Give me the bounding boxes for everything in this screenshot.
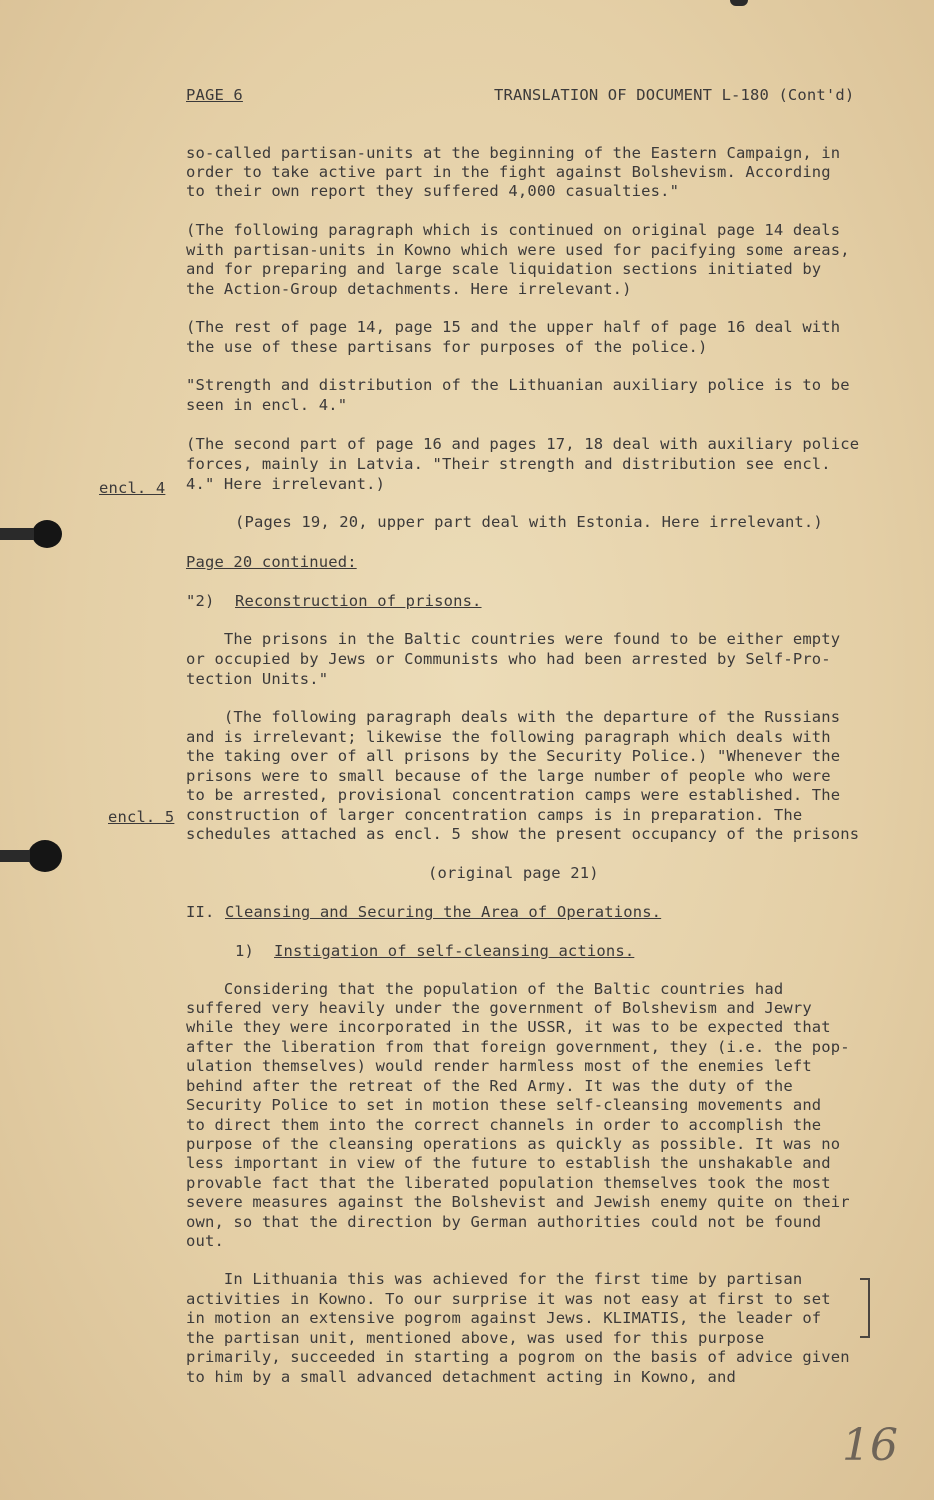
text-line: the use of these partisans for purposes of the police.) xyxy=(186,338,708,356)
text-line: ulation themselves) would render harmless most of the enemies left xyxy=(186,1057,812,1075)
text-line: Considering that the population of the Baltic countries had xyxy=(186,980,784,998)
document-title: TRANSLATION OF DOCUMENT L-180 (Cont'd) xyxy=(494,86,855,104)
section-continued: Page 20 continued: xyxy=(186,553,357,571)
text-line: The prisons in the Baltic countries were found to be either empty xyxy=(186,630,841,648)
text-line: and is irrelevant; likewise the following paragraph which deals with xyxy=(186,728,831,746)
text-line: schedules attached as encl. 5 show the present occupancy of the prisons xyxy=(186,825,860,843)
text-line: and for preparing and large scale liquidation sections initiated by xyxy=(186,260,822,278)
margin-bracket xyxy=(860,1278,870,1338)
text-line: suffered very heavily under the government of Bolshevism and Jewry xyxy=(186,999,812,1017)
text-line: own, so that the direction by German authorities could not be found xyxy=(186,1213,822,1231)
chapter-number: II. xyxy=(186,903,215,921)
text-line: activities in Kowno. To our surprise it was not easy at first to set xyxy=(186,1290,831,1308)
punch-hole-edge-bottom xyxy=(0,850,30,862)
text-line: "Strength and distribution of the Lithuanian auxiliary police is to be xyxy=(186,376,850,394)
paragraph-6: (Pages 19, 20, upper part deal with Estonia. Here irrelevant.) xyxy=(235,513,823,531)
text-line: less important in view of the future to establish the unshakable and xyxy=(186,1154,831,1172)
text-line: (The following paragraph deals with the departure of the Russians xyxy=(186,708,841,726)
text-line: to their own report they suffered 4,000 casualties." xyxy=(186,182,680,200)
text-line: provable fact that the liberated population themselves took the most xyxy=(186,1174,831,1192)
text-line: to be arrested, provisional concentration camps were established. The xyxy=(186,786,841,804)
original-page-marker: (original page 21) xyxy=(428,864,599,882)
punch-hole-top xyxy=(32,520,62,548)
subsection-title: Instigation of self-cleansing actions. xyxy=(274,942,635,960)
text-line: (The second part of page 16 and pages 17, 18 deal with auxiliary police xyxy=(186,435,860,453)
text-line: tection Units." xyxy=(186,670,329,688)
text-line: (The rest of page 14, page 15 and the upper half of page 16 deal with xyxy=(186,318,841,336)
text-line: seen in encl. 4." xyxy=(186,396,348,414)
text-line: while they were incorporated in the USSR, it was to be expected that xyxy=(186,1018,831,1036)
text-line: severe measures against the Bolshevist and Jewish enemy quite on their xyxy=(186,1193,850,1211)
text-line: construction of larger concentration camps is in preparation. The xyxy=(186,806,803,824)
handwritten-page-number: 16 xyxy=(842,1420,898,1471)
margin-note-encl-4: encl. 4 xyxy=(99,479,166,497)
text-line: forces, mainly in Latvia. "Their strength and distribution see encl. xyxy=(186,455,831,473)
text-line: the partisan unit, mentioned above, was used for this purpose xyxy=(186,1329,765,1347)
text-line: (The following paragraph which is continued on original page 14 deals xyxy=(186,221,841,239)
page-label: PAGE 6 xyxy=(186,86,243,104)
text-line: purpose of the cleansing operations as quickly as possible. It was no xyxy=(186,1135,841,1153)
text-line: behind after the retreat of the Red Army. It was the duty of the xyxy=(186,1077,793,1095)
text-line: so-called partisan-units at the beginning of the Eastern Campaign, in xyxy=(186,144,841,162)
text-line: the Action-Group detachments. Here irrelevant.) xyxy=(186,280,632,298)
paper-clip-mark xyxy=(730,0,748,6)
section-number: "2) xyxy=(186,592,215,610)
section-title-prisons: Reconstruction of prisons. xyxy=(235,592,482,610)
text-line: primarily, succeeded in starting a pogrom on the basis of advice given xyxy=(186,1348,850,1366)
text-line: with partisan-units in Kowno which were used for pacifying some areas, xyxy=(186,241,850,259)
text-line: Security Police to set in motion these self-cleansing movements and xyxy=(186,1096,822,1114)
margin-note-encl-5: encl. 5 xyxy=(108,808,175,826)
text-line: to direct them into the correct channels in order to accomplish the xyxy=(186,1116,822,1134)
punch-hole-edge-top xyxy=(0,528,34,540)
text-line: the taking over of all prisons by the Security Police.) "Whenever the xyxy=(186,747,841,765)
text-line: out. xyxy=(186,1232,224,1250)
text-line: prisons were to small because of the large number of people who were xyxy=(186,767,831,785)
text-line: after the liberation from that foreign government, they (i.e. the pop- xyxy=(186,1038,850,1056)
subsection-number: 1) xyxy=(235,942,254,960)
text-line: order to take active part in the fight against Bolshevism. According xyxy=(186,163,831,181)
text-line: in motion an extensive pogrom against Jews. KLIMATIS, the leader of xyxy=(186,1309,822,1327)
punch-hole-bottom xyxy=(28,840,62,872)
text-line: to him by a small advanced detachment acting in Kowno, and xyxy=(186,1368,736,1386)
text-line: or occupied by Jews or Communists who had been arrested by Self-Pro- xyxy=(186,650,831,668)
chapter-title: Cleansing and Securing the Area of Operations. xyxy=(225,903,662,921)
text-line: 4." Here irrelevant.) xyxy=(186,475,386,493)
text-line: In Lithuania this was achieved for the first time by partisan xyxy=(186,1270,803,1288)
